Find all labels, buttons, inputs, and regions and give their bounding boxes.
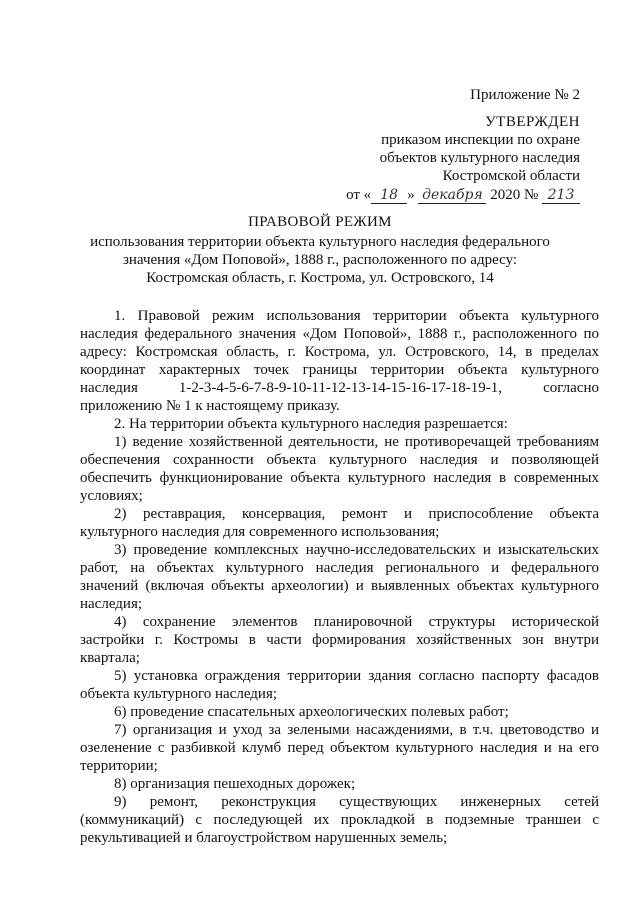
approved-label: УТВЕРЖДЕН	[485, 114, 580, 130]
appendix-label: Приложение № 2	[470, 87, 580, 103]
paragraph: 5) установка ограждения территории здания согласно паспорту фасадов объекта культурного наследия;	[80, 668, 599, 702]
title-line: использования территории объекта культурного наследия федерального	[90, 234, 550, 250]
paragraph: 8) организация пешеходных дорожек;	[114, 776, 356, 792]
approval-block	[280, 86, 580, 204]
paragraph: 7) организация и уход за зелеными насаждениями, в т.ч. цветоводство и озеленение с разбивкой клумб перед объектом культурного наследия и на его территории;	[80, 722, 599, 774]
handwritten-order-number: 213	[542, 187, 580, 204]
title-line: Костромская область, г. Кострома, ул. Островского, 14	[146, 270, 494, 286]
paragraph: 6) проведение спасательных археологических полевых работ;	[114, 704, 509, 720]
date-prefix: от «	[346, 187, 372, 203]
paragraph: 1) ведение хозяйственной деятельности, не противоречащей требованиям обеспечения сохранности объекта культурного наследия и позволяющей обеспечить функционирование объекта культурного наследия в современных условиях;	[80, 434, 599, 504]
title-main: ПРАВОВОЙ РЕЖИМ	[248, 214, 392, 230]
handwritten-month: декабря	[418, 187, 486, 204]
paragraph: 2) реставрация, консервация, ремонт и приспособление объекта культурного наследия для современного использования;	[80, 506, 599, 540]
title-line: значения «Дом Поповой», 1888 г., расположенного по адресу:	[122, 252, 518, 268]
document-body	[80, 307, 599, 847]
paragraph: 2. На территории объекта культурного наследия разрешается:	[114, 416, 508, 432]
order-date-line	[280, 186, 580, 204]
approval-line: приказом инспекции по охране	[381, 132, 580, 148]
paragraph: 3) проведение комплексных научно-исследовательских и изыскательских работ, на объектах культурного наследия регионального и федерального значений (включая объекты археологии) и выявленных объектах культурного наследия;	[80, 542, 599, 612]
paragraph: 1. Правовой режим использования территории объекта культурного наследия федерального значения «Дом Поповой», 1888 г., расположенного по адресу: Костромская область, г. Кострома, ул. Островского, 14, в пределах координат характерных точек границы территории объекта культурного наследия 1-2-3-4-5-6-7-8-9-10-11-12-13-14-15-16-17-18-19-1, согласно приложению № 1 к настоящему приказу.	[80, 308, 599, 414]
handwritten-day: 18	[371, 187, 407, 204]
document-title	[60, 213, 580, 287]
paragraph: 4) сохранение элементов планировочной структуры исторической застройки г. Костромы в части формирования хозяйственных зон внутри квартала;	[80, 614, 599, 666]
approval-line: Костромской области	[442, 168, 580, 184]
date-mid: »	[407, 187, 415, 203]
approval-line: объектов культурного наследия	[379, 150, 580, 166]
paragraph: 9) ремонт, реконструкция существующих инженерных сетей (коммуникаций) с последующей их прокладкой в подземные траншеи с рекультивацией и благоустройством нарушенных земель;	[80, 794, 599, 846]
order-year: 2020 №	[490, 187, 539, 203]
